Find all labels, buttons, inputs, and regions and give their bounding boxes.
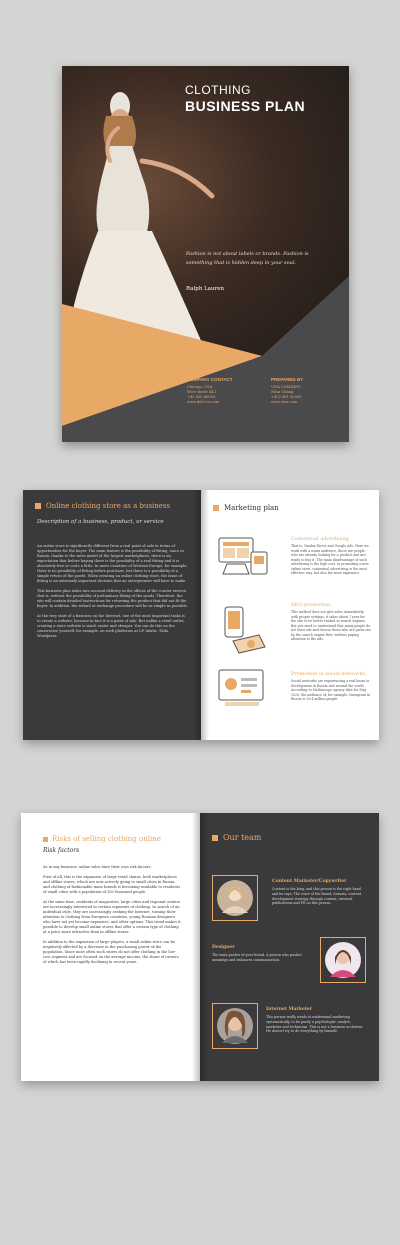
cover-page	[62, 66, 349, 442]
item-text: Social networks are experiencing a real boom in development in Russia and around the world. According to Mediascope agency data for May 2020, the audience of, for example, Instagram in Russia is 59.4 million people.	[291, 679, 370, 701]
item-title: Promotion in social networks.	[291, 671, 367, 677]
member-internet-marketer	[266, 1007, 366, 1034]
company-contact-line: +42 000 40000	[187, 395, 216, 399]
portrait-icon	[216, 1007, 254, 1045]
item-title: Contextual advertising	[291, 536, 349, 542]
prepared-by-label: PREPARED BY	[271, 377, 304, 382]
avatar-content-marketer	[212, 875, 258, 921]
page-marketing-plan	[201, 490, 379, 740]
portrait-icon	[216, 879, 254, 917]
member-text: This person really needs to understand marketing systematically, to be partly a psychologist, analyst, marketer and technician. This is not a business orchestra. He doesn't try to do everything by himself.	[266, 1015, 364, 1034]
heading-square-icon	[43, 837, 48, 842]
prepared-by-line: www.viva.com	[271, 400, 298, 404]
spine-shadow	[192, 813, 208, 1081]
spine-shadow	[193, 490, 209, 740]
cover-title-top: CLOTHING	[185, 83, 252, 97]
heading-marketing-plan: Marketing plan	[224, 504, 279, 512]
member-designer	[212, 945, 312, 963]
subheading-risk-factors: Risk factors	[43, 847, 80, 854]
paragraph: As in any business, online sales have their own risk factors.	[43, 865, 152, 869]
heading-square-icon	[212, 835, 218, 841]
online-store-body	[37, 544, 189, 639]
company-contact-line: www.dolci.ss.com	[187, 400, 220, 404]
subheading-description: Description of a business, product, or service	[37, 519, 164, 525]
heading-square-icon	[35, 503, 41, 509]
paragraph: At the very start of a business on the Internet, one of the most important tasks is to create a website, because in fact it is a point of sale. But unlike a retail outlet, creating a store website is much easier and cheaper. You can do this on the constructor yourself, for example, on such platforms as LP, Inlabs, Tilda, Wordpress.	[37, 614, 185, 638]
company-contact-label: COMPANY CONTACT	[187, 377, 233, 382]
cover-title-main: BUSINESS PLAN	[185, 98, 306, 114]
member-text: The main pusher of your brand. A person who pushes meanings and enhances communication.	[212, 953, 302, 962]
prepared-by-line: VIVA COMPANY	[271, 385, 301, 389]
spread-1	[23, 490, 379, 740]
contextual-advertising-icon	[215, 534, 271, 580]
member-role: Internet Marketer	[266, 1007, 313, 1012]
member-text: Content is the king, and this person is the right hand and he says. The voice of the brand, formats, content, development strategy through content, external publications and PR on this person.	[272, 887, 363, 906]
member-role: Designer	[212, 945, 235, 950]
marketing-item-social	[291, 671, 371, 702]
prepared-by-line: +432 451 00000	[271, 395, 302, 399]
avatar-internet-marketer	[212, 1003, 258, 1049]
page-risks	[21, 813, 200, 1081]
marketing-item-contextual	[291, 536, 371, 576]
company-contact-line: Wice street 44.1	[187, 390, 217, 394]
paragraph: At the same time, residents of megacities, large cities and regional centers are increasingly interested in certain segments of clothing. In search of an individual style, they are increasingly seeking the Internet, turning their attention to clothing from European countries, young Russian designers who have not yet become expensive, and other options. This trend makes it possible to develop small online stores that offer a certain type of clothing at a price more attractive than in offline stores.	[43, 900, 181, 934]
paragraph: First of all, this is the expansion of large retail chains, both marketplaces and offline stores, which are now actively going to small cities in Russia, and clothing of fashionable mass brands is becoming available to residents of small cities with a population of 200 thousand people.	[43, 875, 180, 894]
avatar-designer	[320, 937, 366, 983]
heading-online-store: Online clothing store as a business	[46, 502, 171, 510]
spread-2	[21, 813, 379, 1081]
member-role: Content Marketer/Copywriter	[272, 879, 347, 884]
heading-risks: Risks of selling clothing online	[52, 835, 161, 843]
risks-body	[43, 865, 183, 965]
prepared-by-line: Nilsa Chang	[271, 390, 294, 394]
page-our-team	[200, 813, 379, 1081]
item-text: That is, Yandex Direct and Google Ads. Here we work with a warm audience, those are people who are already looking for a product and are ready to buy it. The main disadvantage of such advertising is the high cost. In promoting a new online store, contextual advertising is the most effective way, but also the most expensive.	[291, 544, 369, 575]
marketing-item-seo	[291, 602, 371, 642]
prepared-by	[271, 377, 346, 405]
cover-quote-author: Ralph Lauren	[186, 286, 225, 292]
paragraph: This business plan takes into account delivery in the offices of the courier service, that is, without the possibility of preliminary fitting of the goods. Therefore, the site will contain detailed instructions for returning the product that did not fit the buyer. In addition, the refund or exchange procedure will be as simple as possible.	[37, 589, 188, 608]
company-contact	[187, 377, 262, 405]
social-networks-icon	[215, 666, 271, 712]
paragraph: An online store is significantly different from a real point of sale in terms of opportunities for the buyer. The main feature is the possibility of fitting, since in Russia, thanks to the sales model of the largest marketplaces, there is an expectation that before buying there is the possibility of a real fitting and it is absolutely free or costs a little. In more countries of Western Europe, for example, there is no possibility of fitting before purchase, but there is a possibility of a simple return of the goods. When creating an online clothing store, the issue of fitting is an extremely important decision that an entrepreneur will have to make.	[37, 544, 188, 583]
portrait-icon	[324, 941, 362, 979]
page-online-store	[23, 490, 201, 740]
heading-square-icon	[213, 505, 219, 511]
heading-our-team: Our team	[223, 833, 262, 842]
company-contact-line: Chicago, USA	[187, 385, 213, 389]
cover-quote: Fashion is not about labels or brands. Fashion is something that is hidden deep in your soul.	[186, 251, 309, 266]
item-text: This method does not give sales immediately, with proper settings, it takes about 1 year for the site to be better ranked in search engines. But you need to understand that many people do not trust ads and choose those who are given out by the search engine first, without paying attention to the ads.	[291, 610, 371, 641]
paragraph: In addition to the expansion of large players, a small online store can be negatively affected by a decrease in the purchasing power of the population. Since most often such stores do not offer clothing in the low-cost segment and are focused on the average income, the share of owners of which has been rapidly declining in recent years.	[43, 940, 179, 964]
member-content-marketer	[272, 879, 367, 906]
item-title: SEO-promotion	[291, 602, 331, 608]
seo-promotion-icon	[219, 605, 271, 655]
